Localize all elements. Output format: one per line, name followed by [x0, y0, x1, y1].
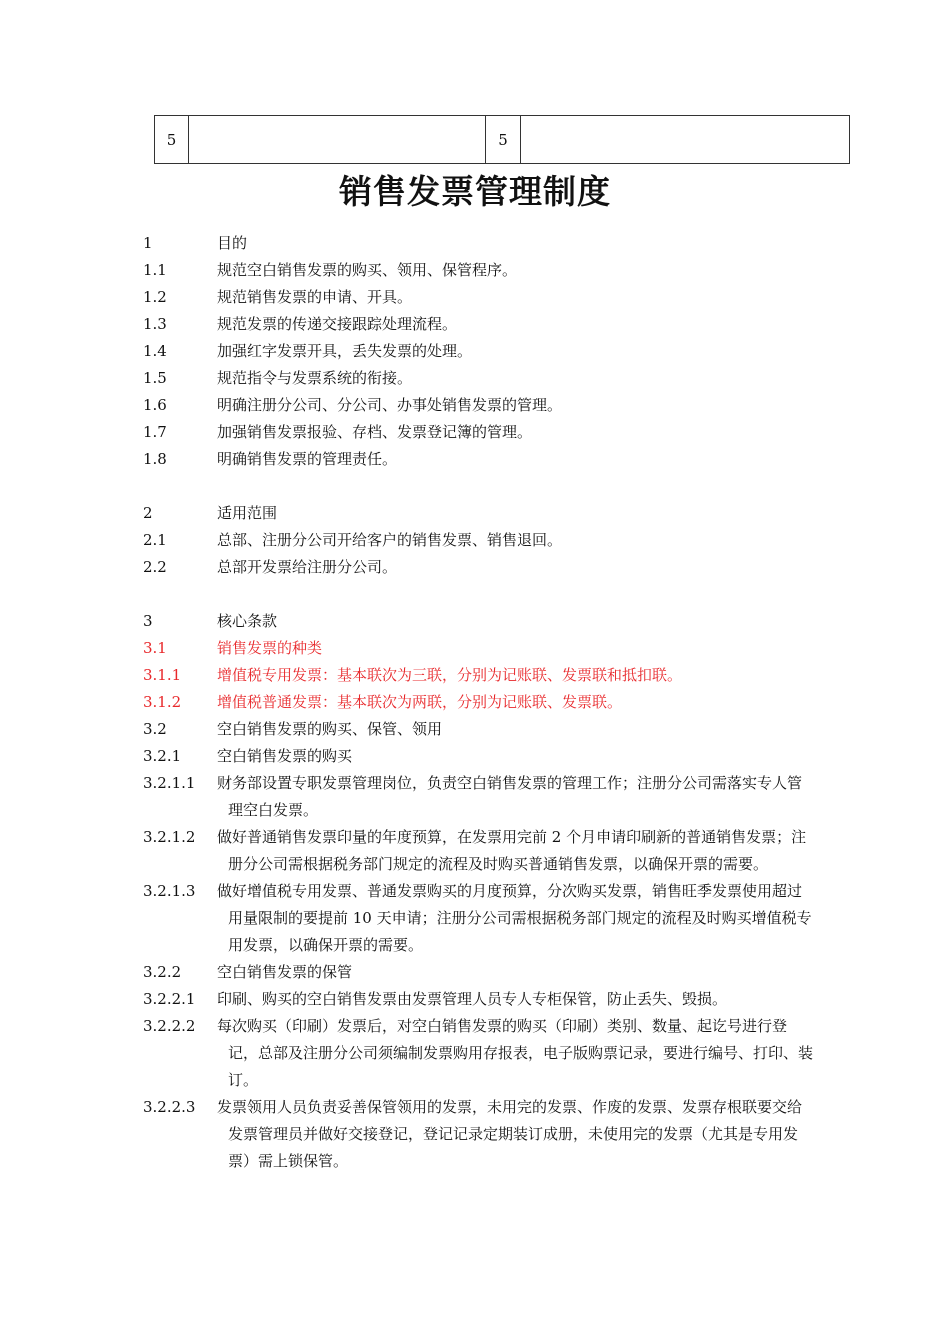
section-spacer	[143, 473, 813, 500]
clause-text: 做好增值税专用发票、普通发票购买的月度预算，分次购买发票，销售旺季发票使用超过用量限制的要提前 10 天申请；注册分公司需根据税务部门规定的流程及时购买增值税专用发票，以确保开票的需要。	[217, 882, 812, 954]
clause-item	[143, 824, 813, 878]
clause-number: 1.2	[143, 288, 167, 306]
clause-text: 加强销售发票报验、存档、发票登记簿的管理。	[217, 423, 533, 441]
clause-number: 1.4	[143, 342, 167, 360]
clause-text: 明确注册分公司、分公司、办事处销售发票的管理。	[217, 396, 563, 414]
document-title: 销售发票管理制度	[339, 172, 611, 211]
header-cell-blank-2	[521, 116, 850, 164]
clause-item-highlighted	[143, 662, 813, 689]
clause-item	[143, 1094, 813, 1175]
header-cell-blank-1	[189, 116, 486, 164]
clause-number: 1.7	[143, 423, 167, 441]
clause-text: 规范发票的传递交接跟踪处理流程。	[217, 315, 458, 333]
clause-item	[143, 392, 813, 419]
clause-number: 3.2.1.1	[143, 774, 196, 792]
clause-number: 3.2.2.3	[143, 1098, 196, 1116]
clause-number: 3.2.2.2	[143, 1017, 196, 1035]
clause-text: 销售发票的种类	[217, 639, 323, 657]
clause-text: 增值税专用发票：基本联次为三联，分别为记账联、发票联和抵扣联。	[217, 666, 683, 684]
clause-text: 明确销售发票的管理责任。	[217, 450, 398, 468]
clause-number: 3.1.2	[143, 693, 182, 711]
clause-text: 空白销售发票的购买	[217, 747, 353, 765]
clause-item	[143, 986, 813, 1013]
clause-number: 2	[143, 504, 153, 522]
clause-text: 总部开发票给注册分公司。	[217, 558, 398, 576]
clause-text: 每次购买（印刷）发票后，对空白销售发票的购买（印刷）类别、数量、起讫号进行登记，总部及注册分公司须编制发票购用存报表，电子版购票记录，要进行编号、打印、装订。	[217, 1017, 814, 1089]
clause-number: 1.1	[143, 261, 167, 279]
clause-text: 加强红字发票开具，丢失发票的处理。	[217, 342, 473, 360]
section-spacer	[143, 581, 813, 608]
clause-item	[143, 1013, 813, 1094]
clause-item	[143, 284, 813, 311]
clause-item	[143, 554, 813, 581]
clause-item	[143, 311, 813, 338]
clause-item	[143, 257, 813, 284]
clause-item-highlighted	[143, 635, 813, 662]
clause-text: 规范指令与发票系统的衔接。	[217, 369, 413, 387]
clause-item	[143, 365, 813, 392]
clause-item	[143, 527, 813, 554]
header-cell-number-2: 5	[486, 116, 521, 164]
clause-number: 3.1	[143, 639, 167, 657]
clause-text: 总部、注册分公司开给客户的销售发票、销售退回。	[217, 531, 563, 549]
clause-text: 发票领用人员负责妥善保管领用的发票，未用完的发票、作废的发票、发票存根联要交给发票管理员并做好交接登记，登记记录定期装订成册，未使用完的发票（尤其是专用发票）需上锁保管。	[217, 1098, 803, 1170]
clause-text: 规范空白销售发票的购买、领用、保管程序。	[217, 261, 518, 279]
clause-item	[143, 959, 813, 986]
clause-item	[143, 878, 813, 959]
section-heading	[143, 608, 813, 635]
clause-number: 2.2	[143, 558, 167, 576]
section-heading	[143, 500, 813, 527]
clause-item	[143, 743, 813, 770]
clause-text: 做好普通销售发票印量的年度预算，在发票用完前 2 个月申请印刷新的普通销售发票；注册分公司需根据税务部门规定的流程及时购买普通销售发票，以确保开票的需要。	[217, 828, 807, 873]
clause-number: 3.2.2.1	[143, 990, 196, 1008]
clause-number: 3.2.1.2	[143, 828, 196, 846]
clause-item-highlighted	[143, 689, 813, 716]
clause-text: 印刷、购买的空白销售发票由发票管理人员专人专柜保管，防止丢失、毁损。	[217, 990, 728, 1008]
clause-item	[143, 770, 813, 824]
clause-number: 1.8	[143, 450, 167, 468]
clause-text: 目的	[217, 234, 248, 252]
header-table	[154, 115, 850, 164]
clause-number: 3.2	[143, 720, 167, 738]
section-heading	[143, 230, 813, 257]
clause-text: 空白销售发票的保管	[217, 963, 353, 981]
clause-number: 1.6	[143, 396, 167, 414]
clause-text: 财务部设置专职发票管理岗位，负责空白销售发票的管理工作；注册分公司需落实专人管理空白发票。	[217, 774, 803, 819]
clause-number: 3.1.1	[143, 666, 182, 684]
clause-text: 增值税普通发票：基本联次为两联，分别为记账联、发票联。	[217, 693, 623, 711]
clause-number: 3.2.1	[143, 747, 182, 765]
clause-number: 1	[143, 234, 153, 252]
clause-number: 2.1	[143, 531, 167, 549]
clause-text: 规范销售发票的申请、开具。	[217, 288, 413, 306]
clause-number: 3.2.1.3	[143, 882, 196, 900]
clause-text: 适用范围	[217, 504, 278, 522]
clause-item	[143, 446, 813, 473]
header-cell-number-1: 5	[155, 116, 189, 164]
clause-text: 核心条款	[217, 612, 278, 630]
clause-text: 空白销售发票的购买、保管、领用	[217, 720, 443, 738]
clause-number: 3.2.2	[143, 963, 182, 981]
clause-number: 3	[143, 612, 153, 630]
clause-number: 1.3	[143, 315, 167, 333]
clause-item	[143, 419, 813, 446]
clause-number: 1.5	[143, 369, 167, 387]
document-body	[143, 230, 813, 1175]
clause-item	[143, 716, 813, 743]
clause-item	[143, 338, 813, 365]
